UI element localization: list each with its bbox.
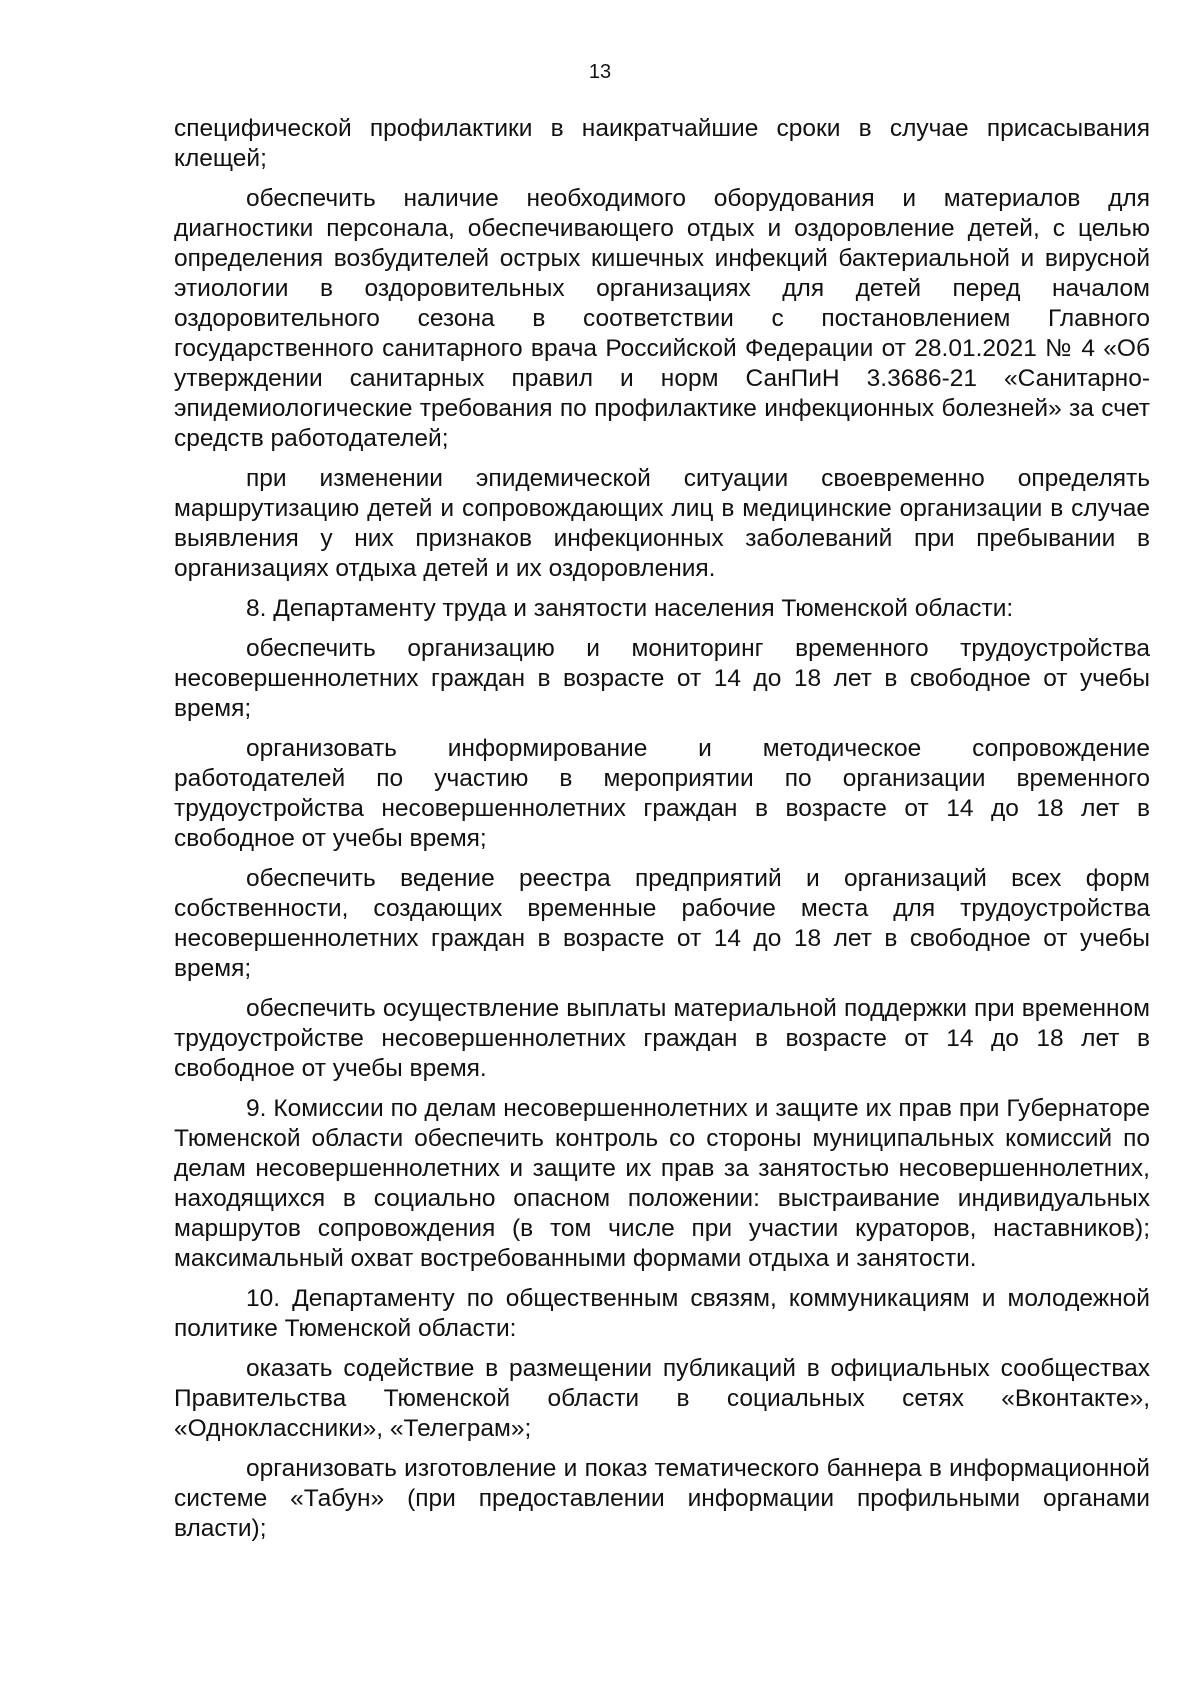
paragraph: обеспечить осуществление выплаты материальной поддержки при временном трудоустройстве несовершеннолетних граждан в возрасте от 14 до 18 лет в свободное от учебы время. xyxy=(174,995,1150,1082)
paragraph: оказать содействие в размещении публикаций в официальных сообществах Правительства Тюменской области в социальных сетях «Вконтакте», «Одноклассники», «Телеграм»; xyxy=(174,1355,1150,1442)
paragraph-continuation: специфической профилактики в наикратчайшие сроки в случае присасывания клещей; xyxy=(174,115,1150,172)
section-9: 9. Комиссии по делам несовершеннолетних и защите их прав при Губернаторе Тюменской области обеспечить контроль со стороны муниципальных комиссий по делам несовершеннолетних и защите их прав за занятостью несовершеннолетних, находящихся в социально опасном положении: выстраивание индивидуальных маршрутов сопровождения (в том числе при участии кураторов, наставников); максимальный охват востребованными формами отдыха и занятости. xyxy=(174,1095,1150,1272)
paragraph: обеспечить организацию и мониторинг временного трудоустройства несовершеннолетних граждан в возрасте от 14 до 18 лет в свободное от учебы время; xyxy=(174,635,1150,722)
page-number: 13 xyxy=(588,61,612,83)
section-heading-10: 10. Департаменту по общественным связям, коммуникациям и молодежной политике Тюменской области: xyxy=(174,1285,1150,1342)
section-heading-8: 8. Департаменту труда и занятости населения Тюменской области: xyxy=(246,595,1014,622)
paragraph: организовать информирование и методическое сопровождение работодателей по участию в мероприятии по организации временного трудоустройства несовершеннолетних граждан в возрасте от 14 до 18 лет в свободное от учебы время; xyxy=(174,735,1150,852)
document-body xyxy=(174,114,1150,1554)
paragraph: при изменении эпидемической ситуации своевременно определять маршрутизацию детей и сопровождающих лиц в медицинские организации в случае выявления у них признаков инфекционных заболеваний при пребывании в организациях отдыха детей и их оздоровления. xyxy=(174,465,1150,582)
paragraph: обеспечить ведение реестра предприятий и организаций всех форм собственности, создающих временные рабочие места для трудоустройства несовершеннолетних граждан в возрасте от 14 до 18 лет в свободное от учебы время; xyxy=(174,865,1150,982)
paragraph: организовать изготовление и показ тематического баннера в информационной системе «Табун» (при предоставлении информации профильными органами власти); xyxy=(174,1455,1150,1542)
paragraph: обеспечить наличие необходимого оборудования и материалов для диагностики персонала, обеспечивающего отдых и оздоровление детей, с целью определения возбудителей острых кишечных инфекций бактериальной и вирусной этиологии в оздоровительных организациях для детей перед началом оздоровительного сезона в соответствии с постановлением Главного государственного санитарного врача Российской Федерации от 28.01.2021 № 4 «Об утверждении санитарных правил и норм СанПиН 3.3686-21 «Санитарно-эпидемиологические требования по профилактике инфекционных болезней» за счет средств работодателей; xyxy=(174,185,1150,452)
